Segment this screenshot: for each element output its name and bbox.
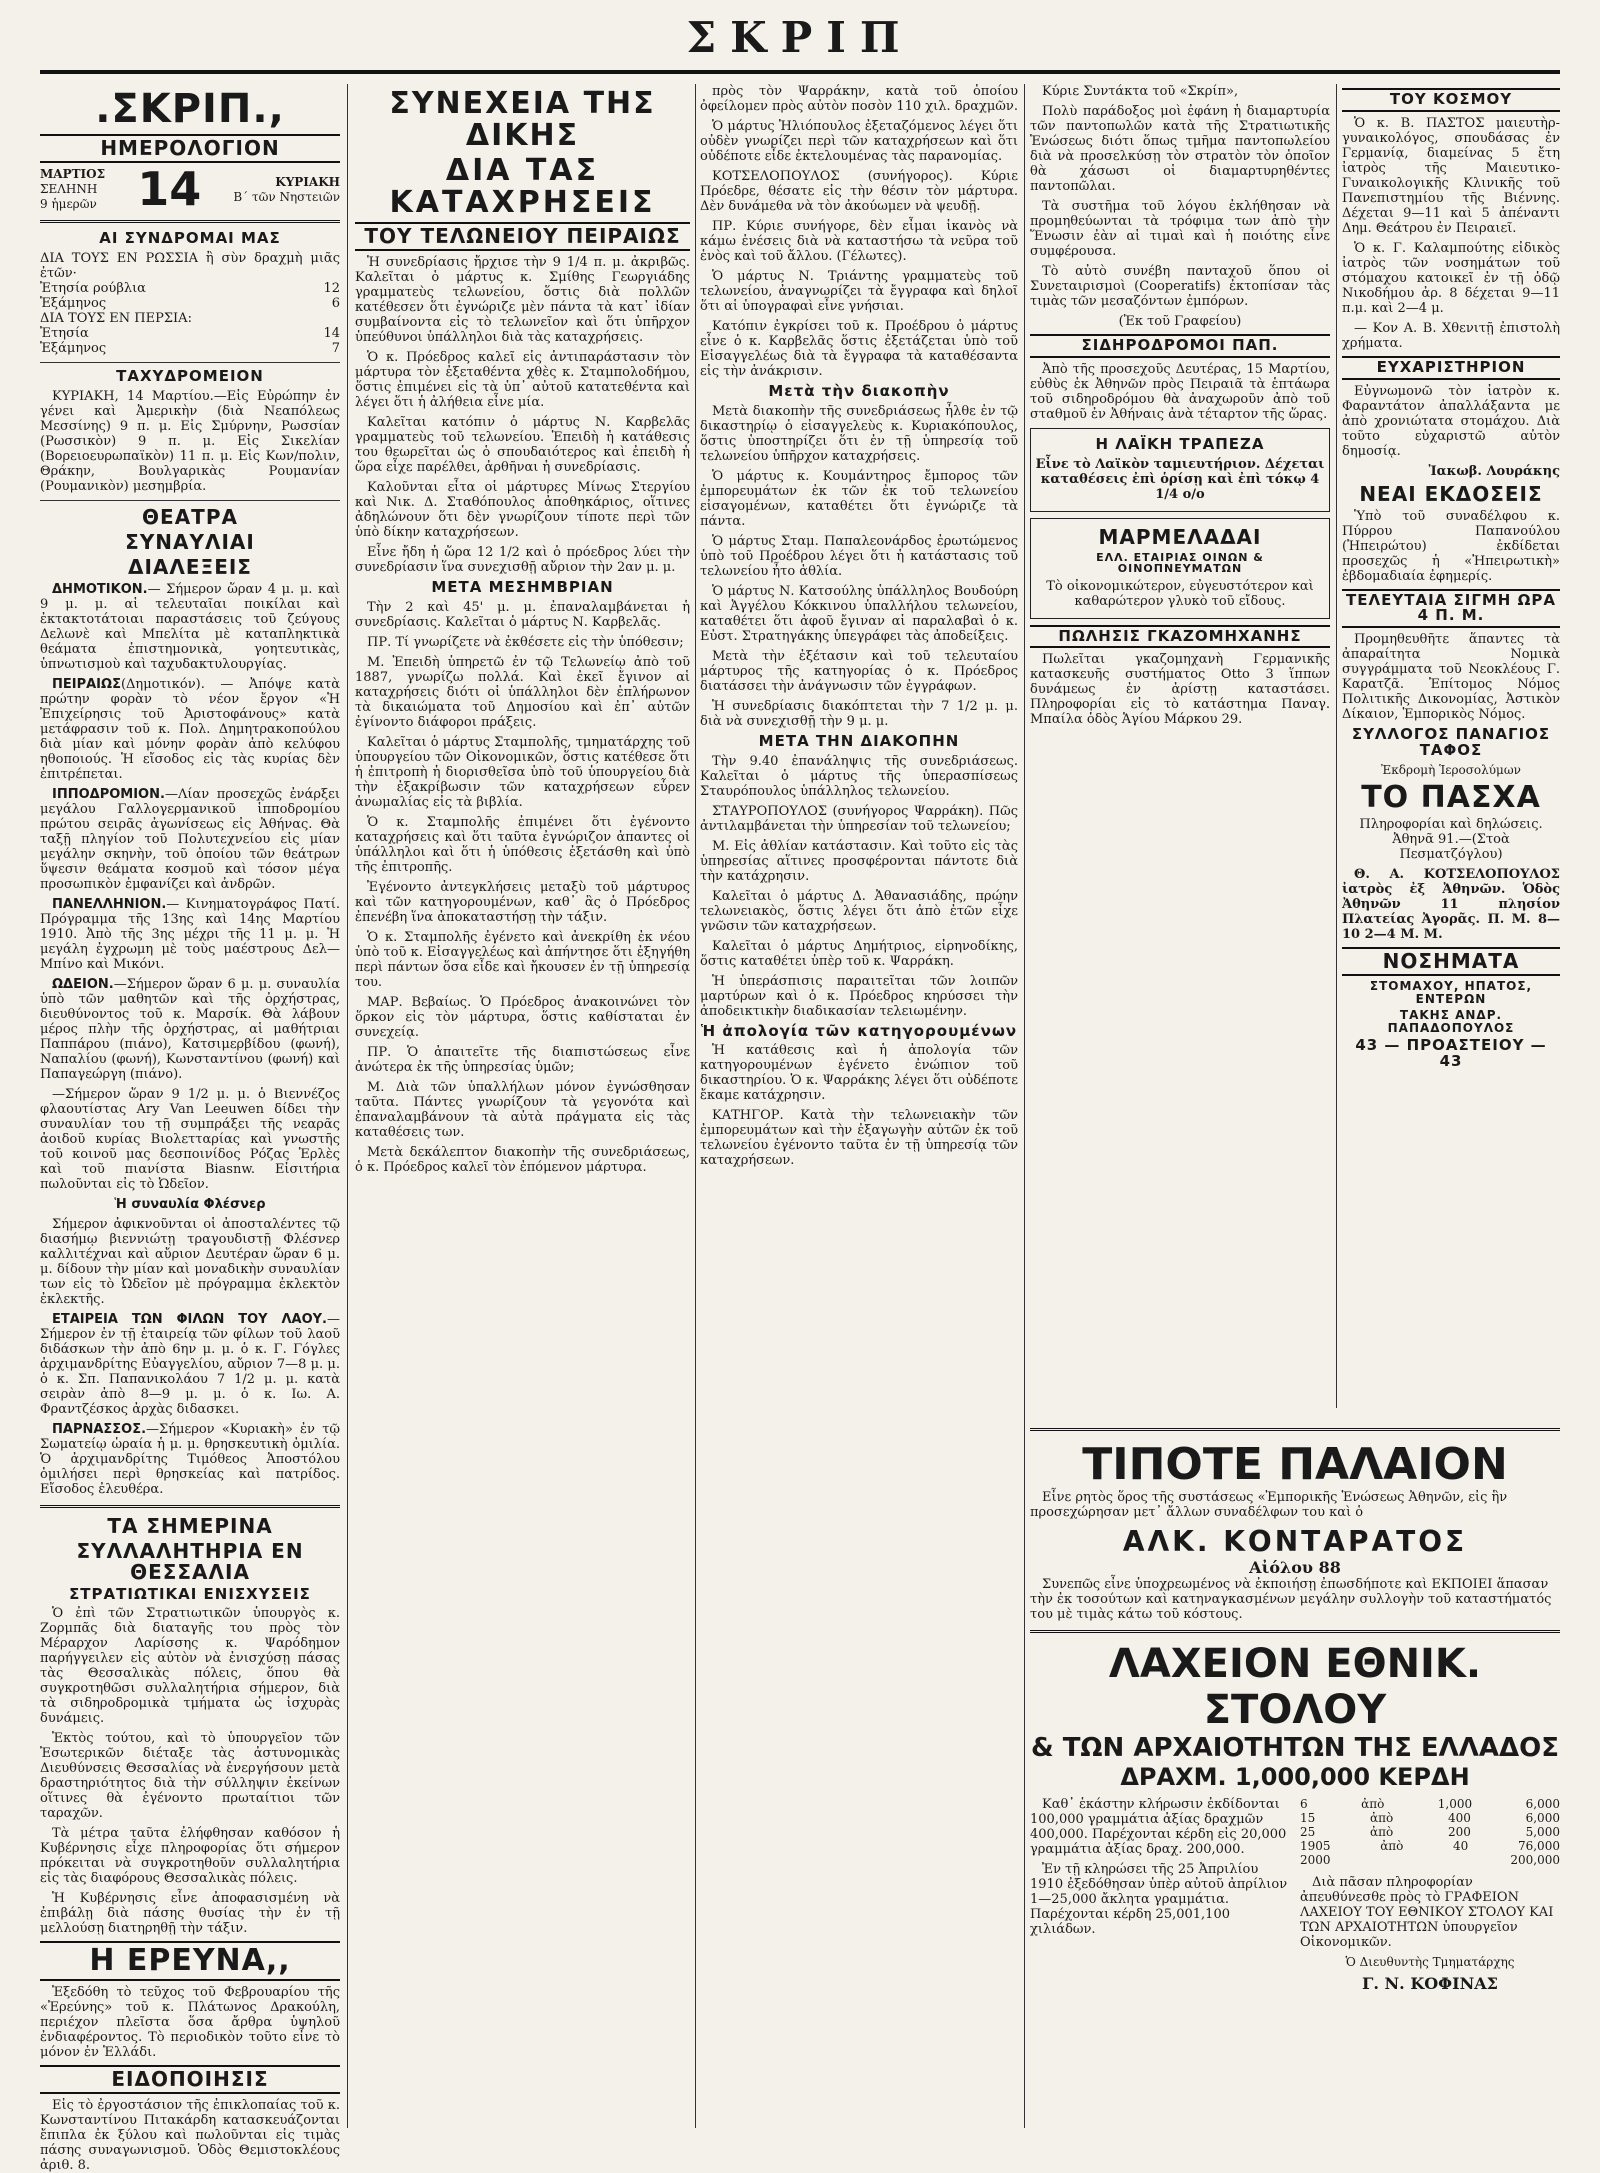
- post-heading: ΤΑΧΥΔΡΟΜΕΙΟΝ: [116, 366, 264, 385]
- entry-title: Ἡ συναυλία Φλέσνερ: [114, 1196, 266, 1212]
- section-heading: Μετὰ τὴν διακοπὴν: [768, 382, 950, 400]
- lottery-heading: ΛΑΧΕΙΟΝ ΕΘΝΙΚ. ΣΤΟΛΟΥ: [1108, 1641, 1482, 1733]
- article-paragraph: ΜΑΡ. Βεβαίως. Ὁ Πρόεδρος ἀνακοινώνει τὸν ὅρκον εἰς τὸν μάρτυρα, ὅστις καθίσταται ἐν συνεχείᾳ.: [355, 994, 690, 1040]
- column-2: [355, 84, 690, 2128]
- bank-text: Εἶνε τὸ Λαϊκὸν ταμιευτήριον. Δέχεται καταθέσεις ἐπὶ ὁρίσῃ καὶ ἐπὶ τόκῳ 4 1/4 ο/ο: [1035, 456, 1325, 502]
- doctor-ad: Θ. Α. ΚΟΤΣΕΛΟΠΟΥΛΟΣ ἰατρὸς ἐξ Ἀθηνῶν. Ὁδὸς Ἀθηνῶν 11 πλησίον Πλατείας Ἀγορᾶς. Π. Μ. 8—10 2—4 Μ. Μ.: [1342, 867, 1560, 942]
- calendar-heading: ΗΜΕΡΟΛΟΓΙΟΝ: [40, 134, 340, 163]
- section-heading: ΜΕΤΑ ΤΗΝ ΔΙΑΚΟΠΗΝ: [758, 731, 960, 750]
- divider: [40, 220, 340, 223]
- bank-ad: [1030, 428, 1330, 512]
- entry: ΠΑΡΝΑΣΣΟΣ.—Σήμερον «Κυριακὴ» ἐν τῷ Σωματείῳ ὡραία ἡ μ. μ. θρησκευτικὴ ὀμιλία. Ὁ ἀρχιμανδρίτης Τιμόθεος Ἀποστόλου ὁμιλήσει περὶ θρησκείας καὶ πατρίδος. Εἴσοδος ἐλευθέρα.: [40, 1421, 340, 1497]
- diseases-heading: ΝΟΣΗΜΑΤΑ: [1342, 947, 1560, 976]
- article-paragraph: Συνεπῶς εἶνε ὑποχρεωμένος νὰ ἐκποιήσῃ ἐπωσδήποτε καὶ ΕΚΠΟΙΕΙ ἅπασαν τὴν ἐκ τοσούτων καὶ κατηναγκασμένων μεγάλην συλλογὴν τοῦ καταστήματός του μὲ τιμὰς κάτω τοῦ κόστους.: [1030, 1577, 1552, 1622]
- taphos-heading: ΣΥΛΛΟΓΟΣ ΠΑΝΑΓΙΟΣ ΤΑΦΟΣ: [1351, 725, 1551, 759]
- divider: [1030, 1428, 1560, 1431]
- article-paragraph: ΚΟΤΣΕΛΟΠΟΥΛΟΣ (συνήγορος). Κύριε Πρόεδρε, θέσατε εἰς τὴν θέσιν τὸν μάρτυρα. Δὲν δυνάμεθα νὰ τὸν ἀκούωμεν νὰ ψευδῇ.: [700, 169, 1018, 214]
- article-paragraph: Ὁ κ. Σταμπολῆς ἐπιμένει ὅτι ἐγένοντο καταχρήσεις καὶ ὅτι ταῦτα ἐγνώριζον ἀπαντες οἱ ὑπάλληλοι καὶ ὅτι ἡ ὑπόθεσις ἐξετάσθη καὶ ὑπὸ τῆς ἐπιτροπῆς.: [355, 814, 690, 875]
- marmalade-heading: ΜΑΡΜΕΛΑΔΑΙ: [1098, 524, 1262, 549]
- column-5: [1342, 84, 1560, 1408]
- article-paragraph: Εὐγνωμονῶ τὸν ἰατρὸν κ. Φαραντάτον ἀπαλλάξαντα με ἀπὸ χρονιώτατα στομάχου. Διὰ τοῦτο εὐχαριστῶ αὐτὸν δημοσίᾳ.: [1342, 383, 1560, 459]
- merchant-name: ΑΛΚ. ΚΟΝΤΑΡΑΤΟΣ: [1122, 1525, 1468, 1558]
- column-3: [700, 84, 1018, 2128]
- last-hour-heading: ΤΕΛΕΥΤΑΙΑ ΣΙΓΜΗ ΩΡΑ 4 Π. Μ.: [1342, 589, 1560, 629]
- article-paragraph: Τὴν 2 καὶ 45' μ. μ. ἐπαναλαμβάνεται ἡ συνεδρίασις. Καλεῖται ὁ μάρτυς Ν. Καρβελᾶς.: [355, 599, 690, 630]
- article-paragraph: Μ. Ἐπειδὴ ὑπηρετῶ ἐν τῷ Τελωνείῳ ἀπὸ τοῦ 1887, γνωρίζω πολλά. Καὶ ἐκεῖ ἔγινον αἱ καταχρήσεις διότι οἱ ὑπάλληλοι δὲν ἐπλήρωνον τὰ δικαιώματα τοῦ Δημοσίου καὶ ἐπ᾽ αὐτῶν ἐγίνοντο διάφοροι πράξεις.: [355, 654, 690, 730]
- article-paragraph: Μ. Διὰ τῶν ὑπαλλήλων μόνον ἐγνώσθησαν ταῦτα. Πάντες γνωρίζουν τὰ γεγονότα καὶ ἐπαναλαμβάνουν τὰ αὐτὰ πράγματα εἰς τὰς καταθέσεις των.: [355, 1079, 690, 1140]
- article-paragraph: Μετὰ τὴν ἐξέτασιν καὶ τοῦ τελευταίου μάρτυρος τῆς κατηγορίας ὁ κ. Πρόεδρος διατάσσει τὴν ἀνάγνωσιν τῶν ἐγγράφων.: [700, 648, 1018, 694]
- paper-name: .ΣΚΡΙΠ.,: [95, 86, 285, 132]
- signature: (Ἐκ τοῦ Γραφείου): [1118, 314, 1242, 329]
- article-paragraph: Εἶνε ἤδη ἡ ὥρα 12 1/2 καὶ ὁ πρόεδρος λύει τὴν συνεδρίασιν ἵνα συνεχισθῇ αὔριον τὴν 2αν μ. μ.: [355, 545, 690, 575]
- entry: ΔΗΜΟΤΙΚΟΝ.— Σήμερον ὥραν 4 μ. μ. καὶ 9 μ. μ. αἱ τελευταῖαι ποικίλαι καὶ ἐκτακτοτάτοιαι παραστάσεις τοῦ ζεύγους Δελωνὲ καὶ Μπελίτα μὲ καταπληκτικὰ θεάματα ἐπιστημονικὰ, γοητευτικὰς, ὑπνωτισμοὺ καὶ ταχυδακτυλουργίας.: [40, 581, 340, 672]
- subscriptions-list: [40, 251, 340, 356]
- article-paragraph: Ἡ Κυβέρνησις εἶνε ἀποφασισμένη νὰ ἐπιβάλῃ διὰ πάσης θυσίας τὴν ἐν τῇ μελλούσῃ διατηρηθῇ τὴν τάξιν.: [40, 1891, 340, 1937]
- gas-engine-heading: ΠΩΛΗΣΙΣ ΓΚΑΖΟΜΗΧΑΝΗΣ: [1030, 625, 1330, 649]
- article-paragraph: Προμηθευθῆτε ἅπαντες τὰ ἀπαραίτητα Νομικὰ συγγράμματα τοῦ Νεοκλέους Γ. Καρατζᾶ. Ἐπίτομος Νόμος Πολιτικῆς Δικονομίας, Ἀστικὸν Δίκαιον, Ἐμπορικὸς Νόμος.: [1342, 632, 1560, 722]
- table-row: 1905 ἀπὸ 40 76,000: [1300, 1839, 1560, 1853]
- subs-russia: ΔΙΑ ΤΟΥΣ ΕΝ ΡΩΣΣΙΑ ἢ σὺν δραχμὴ μιᾶς ἐτῶν·: [40, 250, 340, 281]
- article-paragraph: Τὰ συστῆμα τοῦ λόγου ἐκλήθησαν νὰ προμηθεύωνται τὰ τρόφιμα των ἀπὸ τὴν Ἕνωσιν ἐὰν αἱ τιμαὶ καὶ ἡ ποιότης εἶνε συμφέρουσα.: [1030, 199, 1330, 259]
- notices-heading: ΕΙΔΟΠΟΙΗΣΙΣ: [40, 2065, 340, 2094]
- article-paragraph: Μετὰ διακοπὴν τῆς συνεδριάσεως ἦλθε ἐν τῷ δικαστηρίῳ ὁ εἰσαγγελεὺς κ. Κυριακόπουλος, ὅστις ὑποστηρίζει ὅτι ἐν τῇ ὑπηρεσίᾳ τοῦ τελωνείου ὑπῆρχον καταχρήσεις.: [700, 403, 1018, 464]
- article-paragraph: ΠΡ. Τί γνωρίζετε νὰ ἐκθέσετε εἰς τὴν ὑπόθεσιν;: [367, 634, 684, 650]
- thessaly-heading: ΤΑ ΣΗΜΕΡΙΝΑ: [107, 1513, 273, 1538]
- table-row: 2000 200,000: [1300, 1853, 1560, 1867]
- newspaper-title: ΣΚΡΙΠ: [686, 13, 914, 62]
- entry: ΕΤΑΙΡΕΙΑ ΤΩΝ ΦΙΛΩΝ ΤΟΥ ΛΑΟΥ.—Σήμερον ἐν τῇ ἑταιρείᾳ τῶν φίλων τοῦ λαοῦ διδάσκων τὴν ἀπὸ 6ην μ. μ. ὁ κ. Γ. Γόγλες ἀρχιμανδρίτης Εὐαγγελίου, αὔριον 7—8 μ. μ. ὁ κ. Σπ. Παπανικολάου 7 1/2 μ. μ. κατὰ σειρὰν ἀπὸ 8—9 μ. μ. ὁ κ. Ιω. Α. Φραντζέσκος ἀρχὰς διδασκει.: [40, 1311, 340, 1417]
- divider: [1030, 1630, 1560, 1633]
- lottery-amount: ΔΡΑΧΜ. 1,000,000 ΚΕΡΔΗ: [1120, 1763, 1470, 1791]
- article-paragraph: Τὰ μέτρα ταῦτα ἐλήφθησαν καθόσον ἡ Κυβέρνησις εἶχε πληροφορίας ὅτι σήμερον πρόκειται νὰ συγκροτηθοῦν συλλαλητήρια εἰς τὰς διαφόρους Θεσσαλικὰς πόλεις.: [40, 1826, 340, 1887]
- table-row: 25 ἀπὸ 200 5,000: [1300, 1825, 1560, 1839]
- day-number: 14: [137, 162, 202, 216]
- article-paragraph: Ὁ μάρτυς Σταμ. Παπαλεονάρδος ἐρωτώμενος ὑπὸ τοῦ Προέδρου λέγει ὅτι ἡ κατάστασις τοῦ τελωνείου ἦτο ἀθλία.: [700, 533, 1018, 579]
- merchant-address: Αἰόλου 88: [1249, 1558, 1341, 1577]
- entry: ΙΠΠΟΔΡΟΜΙΟΝ.—Λίαν προσεχῶς ἐνάρξει μεγάλου Γαλλογερμανικοῦ ἱπποδρομίου πρώτου σειρᾶς ἀγωνίσεως εἰς Ἀθήνας. Θὰ ταξῇ πληγίον τοῦ Πολυτεχνείου εἰς μίαν μεγάλην σκηνὴν, τοῦ ὁποίου τῶν θεάτρων ὕψεσιν θεάματα κοσμοῦ καὶ τόσον μέγα προσωπικὸν ἐμφανίζει καὶ ἀνδρῶν.: [40, 786, 340, 892]
- taphos-text: Πληροφορίαι καὶ δηλώσεις. Ἀθηνᾶ 91.—(Στοὰ Πεσματζόγλου): [1359, 817, 1543, 862]
- article-paragraph: Ἐκτὸς τούτου, καὶ τὸ ὑπουργεῖον τῶν Ἐσωτερικῶν διέταξε τὰς ἀστυνομικὰς Διευθύνσεις Θεσσαλίας νὰ ἐνεργήσουν μετὰ δραστηριότητος διὰ τὴν σύλληψιν ἐκείνων οἵτινες θὰ ἐγένοντο πρωταίτιοι τῶν ταραχῶν.: [40, 1731, 340, 1822]
- subs-row: Ἐτησία 14: [40, 325, 340, 341]
- article-paragraph: Κατόπιν ἐγκρίσει τοῦ κ. Προέδρου ὁ μάρτυς εἶνε ὁ κ. Καρβελᾶς ὅστις ἐξετάζεται ὑπὸ τοῦ Εἰσαγγελέως διὰ τὰ ἔγγραφα τὰ καταθέσαντα εἰς τὴν ἀνάκρισιν.: [700, 319, 1018, 379]
- article-paragraph: πρὸς τὸν Ψαρράκην, κατὰ τοῦ ὁποίου ὀφείλομεν πρὸς αὐτὸν ποσὸν 110 χιλ. δραχμῶν.: [700, 84, 1018, 114]
- article-paragraph: Καλεῖται ὁ μάρτυς Δ. Ἀθανασιάδης, πρώην τελωνειακὸς, ὅστις λέγει ὅτι ἀπὸ ἐτῶν εἶχε γνῶσιν τῶν καταχρήσεων.: [700, 888, 1018, 934]
- masthead: [40, 10, 1560, 74]
- article-paragraph: ΠΡ. Ὁ ἀπαιτεῖτε τῆς διαπιστώσεως εἶνε ἀνώτερα ἐκ τῆς ὑπηρεσίας ὑμῶν;: [355, 1044, 690, 1075]
- article-paragraph: Πωλεῖται γκαζομηχανὴ Γερμανικῆς κατασκευῆς συστήματος Otto 3 ἵππων δυνάμεως ἐν ἀρίστῃ καταστάσει. Πληροφορίαι εἰς τὸ κατάστημα Παναγ. Μπαίλα ὁδὸς Ἁγίου Μάρκου 29.: [1030, 652, 1330, 728]
- post-text: ΚΥΡΙΑΚΗ, 14 Μαρτίου.—Εἰς Εὐρώπην ἐν γένει καὶ Ἀμερικὴν (διὰ Νεαπόλεως Μεσσίνης) 9 π. μ. Εἰς Σμύρνην, Ρωσσίαν (Ρωσσικὸν) 9 π. μ. Εἰς Σικελίαν (Βορειοευρωπαϊκὸν) 11 π. μ. Εἰς Κων/πολιν, Θράκην, Βουλγαρικὰς Ρουμανίαν (Ρουμανικὸν) μεσημβρία.: [40, 388, 340, 494]
- lottery-sign: Ὁ Διευθυντὴς Τμηματάρχης: [1345, 1955, 1515, 1969]
- column-1: [40, 84, 340, 2173]
- divider: [40, 500, 340, 501]
- table-row: 15 ἀπὸ 400 6,000: [1300, 1811, 1560, 1825]
- article-paragraph: Ἀπὸ τῆς προσεχοῦς Δευτέρας, 15 Μαρτίου, εὐθὺς ἐκ Ἀθηνῶν πρὸς Πειραιᾶ τὰ ἑπτάωρα τοῦ σιδηροδρόμου θὰ ἀναχωροῦν ἀπὸ τοῦ σταθμοῦ ἐν Ἀθήναις ἀνὰ τέταρτον τῆς ὥρας.: [1030, 361, 1330, 422]
- article-paragraph: Ὁ μάρτυς Ἠλιόπουλος ἐξεταζόμενος λέγει ὅτι οὐδὲν γνωρίζει περὶ τῶν καταχρήσεων καὶ ὅτι οὐδέποτε εἶδε ἐκτελουμένας τὰς παρανομίας.: [700, 119, 1018, 164]
- lottery-prize-table: [1300, 1797, 1560, 1998]
- publications-heading: ΝΕΑΙ ΕΚΔΟΣΕΙΣ: [1359, 481, 1543, 506]
- entry: —Σήμερον ὥραν 9 1/2 μ. μ. ὁ Βιεννέζος φλαουτίστας Ary Van Leeuwen δίδει τὴν συναυλίαν του τῇ συμπράξει τῆς νεαρᾶς ἀοιδοῦ κυρίας Βιολετταρίας καὶ γνωστῆς τοῦ κοινοῦ μας δεσποινίδος Ρόζας Ἐρλὲς καὶ τοῦ πιανίστα Biasnw. Εἰσιτήρια πωλοῦνται εἰς τὸ Ὠδεῖον.: [40, 1086, 340, 1192]
- article-paragraph: Ἐν τῇ κληρώσει τῆς 25 Ἀπριλίου 1910 ἐξεδόθησαν ὑπὲρ αὐτοῦ ἀπρίλιον 1—25,000 ἄκλητα γραμμάτια. Παρέχονται κέρδη 25,001,100 χιλιάδων.: [1030, 1862, 1288, 1937]
- headline-2: ΔΙΑ ΤΑΣ ΚΑΤΑΧΡΗΣΕΙΣ: [389, 153, 656, 220]
- article-paragraph: ΚΑΤΗΓΟΡ. Κατὰ τὴν τελωνειακὴν τῶν ἐμπορευμάτων καὶ τὴν ἐξαγωγὴν αὐτῶν ἐκ τοῦ τελωνείου ἐγένοντο ταῦτα ἐν τῇ ὑπηρεσίᾳ τῶν καταχρήσεων.: [700, 1108, 1018, 1169]
- article-paragraph: Ἡ συνεδρίασις ἤρχισε τὴν 9 1/4 π. μ. ἀκριβῶς. Καλεῖται ὁ μάρτυς κ. Σμίθης Γεωργιάδης γραμματεὺς τελωνείου, ὅστις διὰ πολλῶν κατέθεσεν ὅτι ἐγνώριζε μὲν πάντα τὰ κατ᾽ ἰδίαν συμβαίνοντα εἰς τὸ τελωνεῖον καὶ ὅτι ὑπῆρχον ὑπεύθυνοι ὑπάλληλοι διὰ τὰς καταχρήσεις.: [355, 255, 690, 345]
- article-paragraph: Καλεῖται κατόπιν ὁ μάρτυς Ν. Καρβελᾶς γραμματεὺς τοῦ τελωνείου. Ἐπειδὴ ἡ κατάθεσις του θεωρεῖται ὡς ὁ σπουδαιότερος καὶ ἐπειδὴ ἡ ὥρα εἶχε παρέλθει, ἀρθῆναι ἡ συνεδρίασις.: [355, 415, 690, 475]
- article-paragraph: ΠΡ. Κύριε συνήγορε, δὲν εἶμαι ἱκανὸς νὰ κάμω ἐνέσεις διὰ νὰ καταστήσω τὰ νεῦρα τοῦ ἑνὸς καὶ τοῦ ἄλλου. (Γέλωτες).: [700, 219, 1018, 264]
- article-paragraph: Ἡ κατάθεσις καὶ ἡ ἀπολογία τῶν κατηγορουμένων ἐγένετο ἐνώπιον τοῦ δικαστηρίου. Ὁ κ. Ψαρράκης λέγει ὅτι οὐδέποτε ἔκαμε κατάχρησιν.: [700, 1043, 1018, 1104]
- diseases-doctor: ΤΑΚΗΣ ΑΝΔΡ. ΠΑΠΑΔΟΠΟΥΛΟΣ: [1387, 1008, 1515, 1035]
- article-paragraph: Πολὺ παράδοξος μοὶ ἐφάνη ἡ διαμαρτυρία τῶν παντοπωλῶν κατὰ τῆς Στρατιωτικῆς Ἑνώσεως διότι ὅπως τμῆμα παντοπωλείου διὰ νὰ προσελκύσῃ τὸν στρατὸν τὸν ὁποῖον θὰ χάσωσι οἱ διαμαρτυρηθέντες παντοπῶλαι.: [1030, 104, 1330, 194]
- article-paragraph: Καθ᾽ ἑκάστην κλήρωσιν ἐκδίδονται 100,000 γραμμάτια ἀξίας δραχμῶν 400,000. Παρέχονται κέρδη εἰς 20,000 γραμμάτια ἀξίας δραχ. 200,000.: [1030, 1797, 1287, 1857]
- lottery-heading-2: & ΤΩΝ ΑΡΧΑΙΟΤΗΤΩΝ ΤΗΣ ΕΛΛΑΔΟΣ: [1030, 1733, 1560, 1763]
- ereuna-heading: Η ΕΡΕΥΝΑ,,: [40, 1941, 340, 1981]
- subs-row: Ἑξάμηνος 7: [40, 340, 340, 356]
- moon-days: 9 ἡμερῶν: [40, 197, 97, 211]
- article-paragraph: ΣΤΑΥΡΟΠΟΥΛΟΣ (συνήγορος Ψαρράκη). Πῶς ἀντιλαμβάνεται τὴν ὑπηρεσίαν τοῦ τελωνείου;: [700, 803, 1018, 834]
- entry: Σήμερον ἀφικνοῦνται οἱ ἀποσταλέντες τῷ διασήμῳ βιεννιώτῃ τραγουδιστῇ Φλέσνερ καλλιτέχναι καὶ αὔριον Δευτέραν ὥραν 6 μ. μ. δίδουν τὴν μίαν καὶ μοναδικὴν συναυλίαν των εἰς τὸ Ὠδεῖον μὲ πρόγραμμα ἐκλεκτὸν ἐκλεκτῆς.: [40, 1216, 340, 1307]
- section-heading: Ἡ ἀπολογία τῶν κατηγορουμένων: [700, 1021, 1018, 1040]
- article-paragraph: Ὁ κ. Πρόεδρος καλεῖ εἰς ἀντιπαράστασιν τὸν μάρτυρα τὸν ἐξεταθέντα χθὲς κ. Σταμπολοδήμου, ὅστις ἐπιμένει εἰς τὰ ὑπ᾽ αὐτοῦ κατατεθέντα καὶ λέγει ὅτι ἡ ἀλήθεια εἶνε μία.: [355, 350, 690, 410]
- article-paragraph: Ὁ μάρτυς Ν. Τριάντης γραμματεὺς τοῦ τελωνείου, ἀναγνωρίζει τὰ ἔγγραφα καὶ δηλοῖ ὅτι αἱ ὑπογραφαὶ εἶνε γνήσιαι.: [700, 269, 1018, 314]
- month: ΜΑΡΤΙΟΣ: [40, 167, 106, 181]
- date-box: [40, 162, 340, 216]
- article-paragraph: Καλεῖται ὁ μάρτυς Σταμπολῆς, τμηματάρχης τοῦ ὑπουργείου τῶν Οἰκονομικῶν, ὅστις κατέθεσε ὅτι ἡ ἐπιτροπὴ ἡ διορισθεῖσα ὑπὸ τοῦ ὑπουργείου διὰ τὴν ἐξακρίβωσιν τῶν καταχρήσεων εὗρεν ἀνωμαλίας εἰς τὰ βιβλία.: [355, 734, 690, 810]
- article-paragraph: Μ. Εἰς ἀθλίαν κατάστασιν. Καὶ τοῦτο εἰς τὰς ὑπηρεσίας αἵτινες προσφέρονται πάντοτε διὰ τὴν κατάχρησιν.: [700, 838, 1018, 884]
- article-paragraph: Εἰς τὸ ἐργοστάσιον τῆς ἐπικλοπαίας τοῦ κ. Κωνσταντίνου Πιτακάρδη κατασκευάζονται ἔπιπλα ἐκ ξύλου καὶ πωλοῦνται εἰς τιμὰς πάσης συναγωνισμοῦ. Ὁδὸς Θεμιστοκλέους ἀριθ. 8.: [40, 2097, 340, 2173]
- moon-label: ΣΕΛΗΝΗ: [40, 182, 98, 196]
- article-paragraph: Ὁ μάρτυς Ν. Κατσούλης ὑπάλληλος Βουδούρη καὶ Ἀγγέλου Κόκκινου ὑπαλλήλου τελωνείου, καταθέτει ὅτι ἀφοῦ ἔγιναν αἱ παραλαβαὶ ὁ κ. Εὐστ. Στρατηγάκης ὑπεγράφει τὰς ἀποδείξεις.: [700, 583, 1018, 644]
- column-divider: [347, 84, 348, 2128]
- wide-ads: [1030, 1420, 1560, 1998]
- column-4: [1030, 84, 1330, 1408]
- article-paragraph: Ἡ συνεδρίασις διακόπτεται τὴν 7 1/2 μ. μ. διὰ νὰ συνεχισθῇ τὴν 9 μ. μ.: [700, 698, 1018, 729]
- entry: ΠΑΝΕΛΛΗΝΙΟΝ.— Κινηματογράφος Πατί. Πρόγραμμα τῆς 13ης καὶ 14ης Μαρτίου 1910. Ἀπὸ τῆς 3ης μέχρι τῆς 11 μ. μ. Ἡ μεγάλη ἐγχρωμη μὲ τοὺς μαέστρους Δελ—Μπίνο καὶ Μικόνι.: [40, 896, 340, 972]
- column-divider: [1336, 84, 1337, 1408]
- table-row: 6 ἀπὸ 1,000 6,000: [1300, 1797, 1560, 1811]
- subscriptions-heading: ΑΙ ΣΥΝΔΡΟΜΑΙ ΜΑΣ: [99, 229, 281, 247]
- article-paragraph: Καλοῦνται εἶτα οἱ μάρτυρες Μίνως Στεργίου καὶ Νικ. Δ. Σταθόπουλος ἀποθηκάριος, οἵτινες ἀδηλώνουν ὅτι δὲν γνωρίζουν τίποτε περὶ τῶν ὑπὸ δίκην καταχρήσεων.: [355, 480, 690, 540]
- diseases-address: 43 — ΠΡΟΑΣΤΕΙΟΥ — 43: [1355, 1036, 1547, 1071]
- article-paragraph: Μετὰ δεκάλεπτον διακοπὴν τῆς συνεδριάσεως, ὁ κ. Πρόεδρος καλεῖ τὸν ἐπόμενον μάρτυρα.: [355, 1144, 690, 1175]
- lottery-body: [1030, 1797, 1560, 1998]
- column-divider: [1024, 84, 1025, 2128]
- article-paragraph: Διὰ πᾶσαν πληροφορίαν ἀπευθύνεσθε πρὸς τὸ ΓΡΑΦΕΙΟΝ ΛΑΧΕΙΟΥ ΤΟΥ ΕΘΝΙΚΟΥ ΣΤΟΛΟΥ ΚΑΙ ΤΩΝ ΑΡΧΑΙΟΤΗΤΩΝ ὑπουργεῖον Οἰκονομικῶν.: [1300, 1875, 1554, 1950]
- column-divider: [695, 84, 696, 2128]
- article-paragraph: Ὁ κ. Γ. Καλαμπούτης εἰδικὸς ἰατρὸς τῶν νοσημάτων τοῦ στόμαχου κατοικεῖ ἐν τῇ ὁδῷ Νικοδήμου ἀρ. 8 δέχεται 9—11 π.μ. καὶ 2—4 μ.: [1342, 240, 1560, 316]
- headline: ΣΥΝΕΧΕΙΑ ΤΗΣ ΔΙΚΗΣ: [389, 86, 656, 153]
- article-paragraph: Καλεῖται ὁ μάρτυς Δημήτριος, εἰρηνοδίκης, ὅστις καταθέτει ὑπὲρ τοῦ κ. Ψαρράκη.: [700, 938, 1018, 969]
- divider: [40, 1505, 340, 1508]
- article-paragraph: Τὴν 9.40 ἐπανάληψις τῆς συνεδριάσεως. Καλεῖται ὁ μάρτυς τῆς ὑπερασπίσεως Σταυρόπουλος ὑπάλληλος τελωνείου.: [700, 753, 1018, 799]
- article-paragraph: Ἡ ὑπεράσπισις παραιτεῖται τῶν λοιπῶν μαρτύρων καὶ ὁ κ. Πρόεδρος κηρύσσει τὴν ἀποδεικτικὴν διαδικασίαν τελειωμένην.: [700, 973, 1018, 1019]
- concerts-heading: ΣΥΝΑΥΛΙΑΙ: [125, 529, 255, 554]
- lottery-name: Γ. Ν. ΚΟΦΙΝΑΣ: [1362, 1974, 1498, 1993]
- article-paragraph: Ὁ ἐπὶ τῶν Στρατιωτικῶν ὑπουργὸς κ. Ζορμπᾶς διὰ διαταγῆς του πρὸς τὸν Μέραρχον Λαρίσσης κ. Ψαρόδημον παρήγγειλεν εἰς αὐτὸν νὰ ἐνισχύσῃ πάσας τὰς Θεσσαλικὰς πόλεις, ὅπου θὰ συγκροτηθῶσι συλλαλητήρια σήμερον, διὰ τὰ σιδηροδρομικὰ τμήματα ὡς ἰσχυρὰς δυνάμεις.: [40, 1606, 340, 1727]
- subs-row: Ἑξάμηνος 6: [40, 295, 340, 311]
- weekday: ΚΥΡΙΑΚΗ: [275, 174, 340, 189]
- lottery-text: [1030, 1797, 1290, 1998]
- thessaly-subheading: ΣΤΡΑΤΙΩΤΙΚΑΙ ΕΝΙΣΧΥΣΕΙΣ: [69, 1584, 311, 1603]
- article-paragraph: Ἐγένοντο ἀντεγκλήσεις μεταξὺ τοῦ μάρτυρος καὶ τῶν κατηγορουμένων, καθ᾽ ἃς ὁ Πρόεδρος ἐπενέβη ἵνα ἀποκαταστήσῃ τὴν τάξιν.: [355, 879, 690, 925]
- article-paragraph: Ὑπὸ τοῦ συναδέλφου κ. Πύρρου Παπανούλου (Ἠπειρώτου) ἐκδίδεται προσεχῶς ἡ «Ἠπειρωτικὴ» ἑβδομαδιαία ἐφημερίς.: [1342, 508, 1560, 584]
- entry: ΠΕΙΡΑΙΩΣ(Δημοτικόν). — Ἀπόψε κατὰ πρώτην φορὰν τὸ νέον ἔργον «Ἡ Ἐπιχείρησις τοῦ Ἀριστοφάνους» κατὰ μετάφρασιν τοῦ κ. Πολ. Δημητρακοπούλου διὰ μίαν καὶ μόνην φορὰν ἀπὸ κελύφου ηθοποιούς. Ἡ εἴσοδος εἰς τὰς κυρίας δὲν ἐπιτρέπεται.: [40, 676, 340, 782]
- taphos-subheading: Ἐκδρομὴ Ἱεροσολύμων: [1381, 762, 1521, 777]
- article-paragraph: Εἶνε ρητὸς ὅρος τῆς συστάσεως «Ἐμπορικῆς Ἑνώσεως Ἀθηνῶν, εἰς ἣν προσεχώρησαν μετ᾽ ἄλλων συναδέλφων του καὶ ὁ: [1030, 1490, 1508, 1520]
- week-note: Β΄ τῶν Νηστειῶν: [233, 189, 340, 204]
- article-paragraph: — Κον Α. Β. Χθενιτῇ ἐπιστολὴ χρήματα.: [1342, 320, 1560, 351]
- marmalade-text: Τὸ οἰκονομικώτερον, εὐγευστότερον καὶ καθαρώτερον γλυκὸ τοῦ εἴδους.: [1046, 578, 1314, 609]
- diseases-subheading: ΣΤΟΜΑΧΟΥ, ΗΠΑΤΟΣ, ΕΝΤΕΡΩΝ: [1369, 979, 1533, 1006]
- lectures-heading: ΔΙΑΛΕΞΕΙΣ: [128, 554, 252, 579]
- subs-row: Ἐτησία ρούβλια 12: [40, 280, 340, 296]
- article-paragraph: Ὁ κ. Β. ΠΑΣΤΟΣ μαιευτὴρ-γυναικολόγος, σπουδάσας ἐν Γερμανίᾳ, διαμείνας 5 ἔτη ἰατρὸς τῆς Μαιευτικο-Γυναικολογικῆς Κλινικῆς τοῦ Πανεπιστημίου τῆς Βιέννης. Δέχεται 9—11 καὶ 5 ἀπέναντι Δημ. Θεάτρου ἐν Πειραιεῖ.: [1342, 115, 1560, 236]
- article-paragraph: Ὁ κ. Σταμπολῆς ἐγένετο καὶ ἀνεκρίθη ἐκ νέου ὑπὸ τοῦ κ. Εἰσαγγελέως καὶ ἀπήντησε ὅτι ἐξηγήθη περὶ πάντων ὅσα εἶδε καὶ ἤκουσεν ἐν τῇ ὑπηρεσίᾳ του.: [355, 929, 690, 990]
- bank-heading: Η ΛΑΪΚΗ ΤΡΑΠΕΖΑ: [1095, 434, 1265, 453]
- world-heading: ΤΟΥ ΚΟΣΜΟΥ: [1342, 88, 1560, 112]
- rail-heading: ΣΙΔΗΡΟΔΡΟΜΟΙ ΠΑΠ.: [1030, 334, 1330, 358]
- signature: Ἰακωβ. Λουράκης: [1428, 463, 1560, 479]
- marmalade-subheading: ΕΛΛ. ΕΤΑΙΡΙΑΣ ΟΙΝΩΝ & ΟΙΝΟΠΝΕΥΜΑΤΩΝ: [1096, 550, 1264, 576]
- article-paragraph: Ἐξεδόθη τὸ τεῦχος τοῦ Φεβρουαρίου τῆς «Ἐρεύνης» τοῦ κ. Πλάτωνος Δρακούλη, περιέχον πλεῖστα ὅσα ἄρθρα ὑψηλοῦ ἐνδιαφέροντος. Τὸ περιοδικὸν τοῦτο εἶνε τὸ μόνον ἐν Ἑλλάδι.: [40, 1984, 340, 2060]
- thanks-heading: ΕΥΧΑΡΙΣΤΗΡΙΟΝ: [1342, 356, 1560, 380]
- article-paragraph: Τὸ αὐτὸ συνέβη πανταχοῦ ὅπου οἱ Συνεταιρισμοὶ (Cooperatifs) ἐκτοπίσαν τὰς τιμὰς τῶν μεσαζόντων ἐμπόρων.: [1030, 264, 1330, 309]
- article-paragraph: Ὁ μάρτυς κ. Κουμάντηρος ἔμπορος τῶν ἐμπορευμάτων ἐκ τῶν ἐκ τοῦ τελωνείου εἰσαγομένων, καταθέτει ὅτι ἐγνώριζε τὰ πάντα.: [700, 468, 1018, 529]
- marmalade-ad: [1030, 518, 1330, 619]
- subs-persia: ΔΙΑ ΤΟΥΣ ΕΝ ΠΕΡΣΙΑ:: [40, 310, 192, 326]
- entry: ΩΔΕΙΟΝ.—Σήμερον ὥραν 6 μ. μ. συναυλία ὑπὸ τῶν μαθητῶν καὶ τῆς ὀρχήστρας, διευθύνοντος τοῦ κ. Μαρσίκ. Θὰ λάβουν μέρος πλὴν τῆς ὀρχήστρας, αἱ μαθήτριαι Παππάρου (πιάνο), Κατσιμερβίδου (φωνή), Ναπαλίου (φωνή), Κωνσταντίνου (φωνή) καὶ Παπαγεώργη (πιάνο).: [40, 976, 340, 1082]
- theatre-heading: ΘΕΑΤΡΑ: [142, 504, 238, 529]
- old-items-heading: ΤΙΠΟΤΕ ΠΑΛΑΙΟΝ: [1082, 1439, 1508, 1490]
- section-heading: ΜΕΤΑ ΜΕΣΗΜΒΡΙΑΝ: [431, 578, 614, 596]
- article-paragraph: Κύριε Συντάκτα τοῦ «Σκρίπ»,: [1042, 84, 1239, 99]
- divider: [40, 362, 340, 363]
- easter-heading: ΤΟ ΠΑΣΧΑ: [1361, 779, 1541, 815]
- headline-3: ΤΟΥ ΤΕΛΩΝΕΙΟΥ ΠΕΙΡΑΙΩΣ: [355, 222, 690, 251]
- thessaly-heading-2: ΣΥΛΛΑΛΗΤΗΡΙΑ ΕΝ ΘΕΣΣΑΛΙΑ: [76, 1538, 304, 1584]
